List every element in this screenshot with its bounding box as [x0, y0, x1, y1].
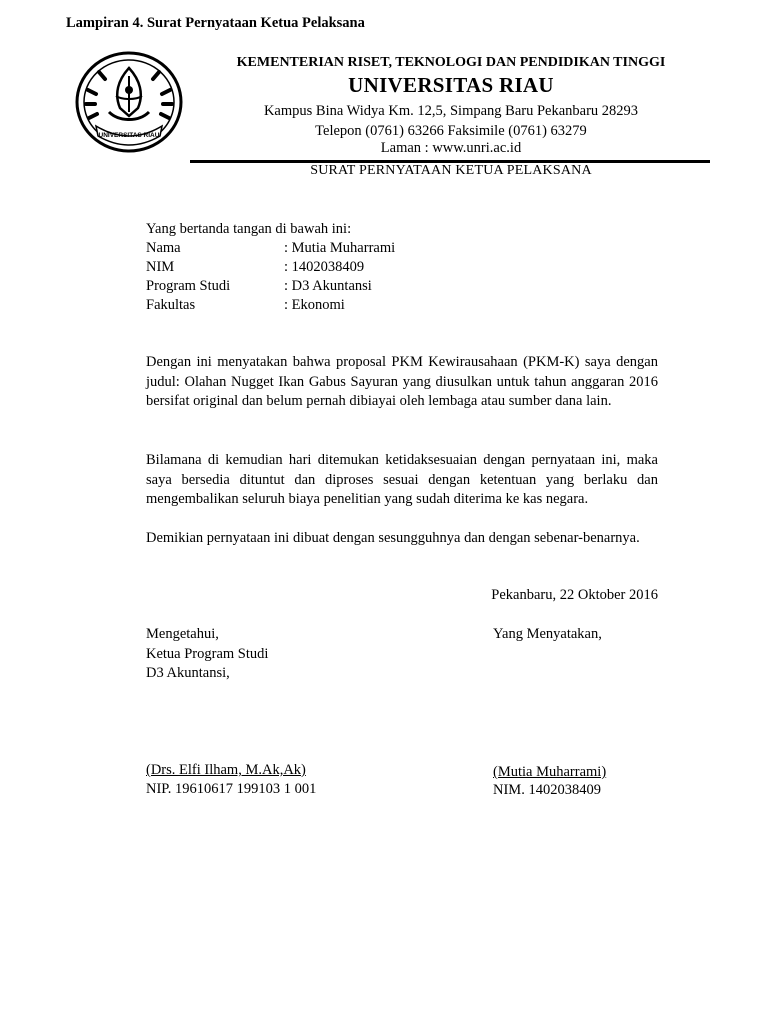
left-signatory-id: NIP. 19610617 199103 1 001 [146, 781, 317, 797]
address-line: Kampus Bina Widya Km. 12,5, Simpang Baru Pekanbaru 28293 [263, 103, 639, 119]
field-row-name [146, 239, 395, 258]
right-signatory-name: (Mutia Muharrami) [493, 764, 607, 780]
field-row-program [146, 277, 372, 296]
phone-line: Telepon (0761) 63266 Faksimile (0761) 63279 [315, 123, 587, 139]
field-label: NIM [146, 259, 175, 275]
field-row-faculty [146, 296, 345, 315]
university-name: UNIVERSITAS RIAU [348, 73, 554, 97]
field-value: : Ekonomi [284, 297, 345, 313]
intro-text: Yang bertanda tangan di bawah ini: [146, 221, 352, 237]
field-row-nim [146, 258, 364, 277]
left-sign-line2: Ketua Program Studi [146, 646, 269, 662]
field-label: Program Studi [146, 278, 231, 294]
liability-paragraph: Bilamana di kemudian hari ditemukan ketidaksesuaian dengan pernyataan ini, maka saya bersedia dituntut dan diproses sesuai dengan ketentuan yang berlaku dan mengembalikan seluruh biaya penelitian yang sudah diterima ke kas negara. [146, 452, 658, 507]
left-signatory-name: (Drs. Elfi Ilham, M.Ak,Ak) [146, 762, 306, 778]
seal-text: UNIVERSITAS RIAU [98, 132, 160, 139]
field-label: Nama [146, 240, 181, 256]
website-line: Laman : www.unri.ac.id [380, 140, 522, 156]
field-value: : Mutia Muharrami [284, 240, 396, 256]
statement-paragraph: Dengan ini menyatakan bahwa proposal PKM Kewirausahaan (PKM-K) saya dengan judul: Olahan Nugget Ikan Gabus Sayuran yang diusulkan untuk tahun anggaran 2016 bersifat original dan belum pernah dibiayai oleh lembaga atau sumber dana lain. [146, 354, 658, 409]
lampiran-heading: Lampiran 4. Surat Pernyataan Ketua Pelaksana [66, 15, 365, 31]
right-signatory-id: NIM. 1402038409 [493, 782, 601, 798]
universitas-riau-seal-icon [74, 50, 184, 154]
document-title: SURAT PERNYATAAN KETUA PELAKSANA [310, 163, 592, 178]
place-date: Pekanbaru, 22 Oktober 2016 [491, 587, 658, 603]
left-sign-line3: D3 Akuntansi, [146, 665, 230, 681]
closing-paragraph: Demikian pernyataan ini dibuat dengan sesungguhnya dan dengan sebenar-benarnya. [146, 530, 640, 546]
right-sign-line1: Yang Menyatakan, [493, 626, 602, 642]
ministry-name: KEMENTERIAN RISET, TEKNOLOGI DAN PENDIDIKAN TINGGI [236, 55, 666, 70]
field-value: : 1402038409 [284, 259, 365, 275]
field-label: Fakultas [146, 297, 196, 313]
field-value: : D3 Akuntansi [284, 278, 372, 294]
left-sign-line1: Mengetahui, [146, 626, 219, 642]
